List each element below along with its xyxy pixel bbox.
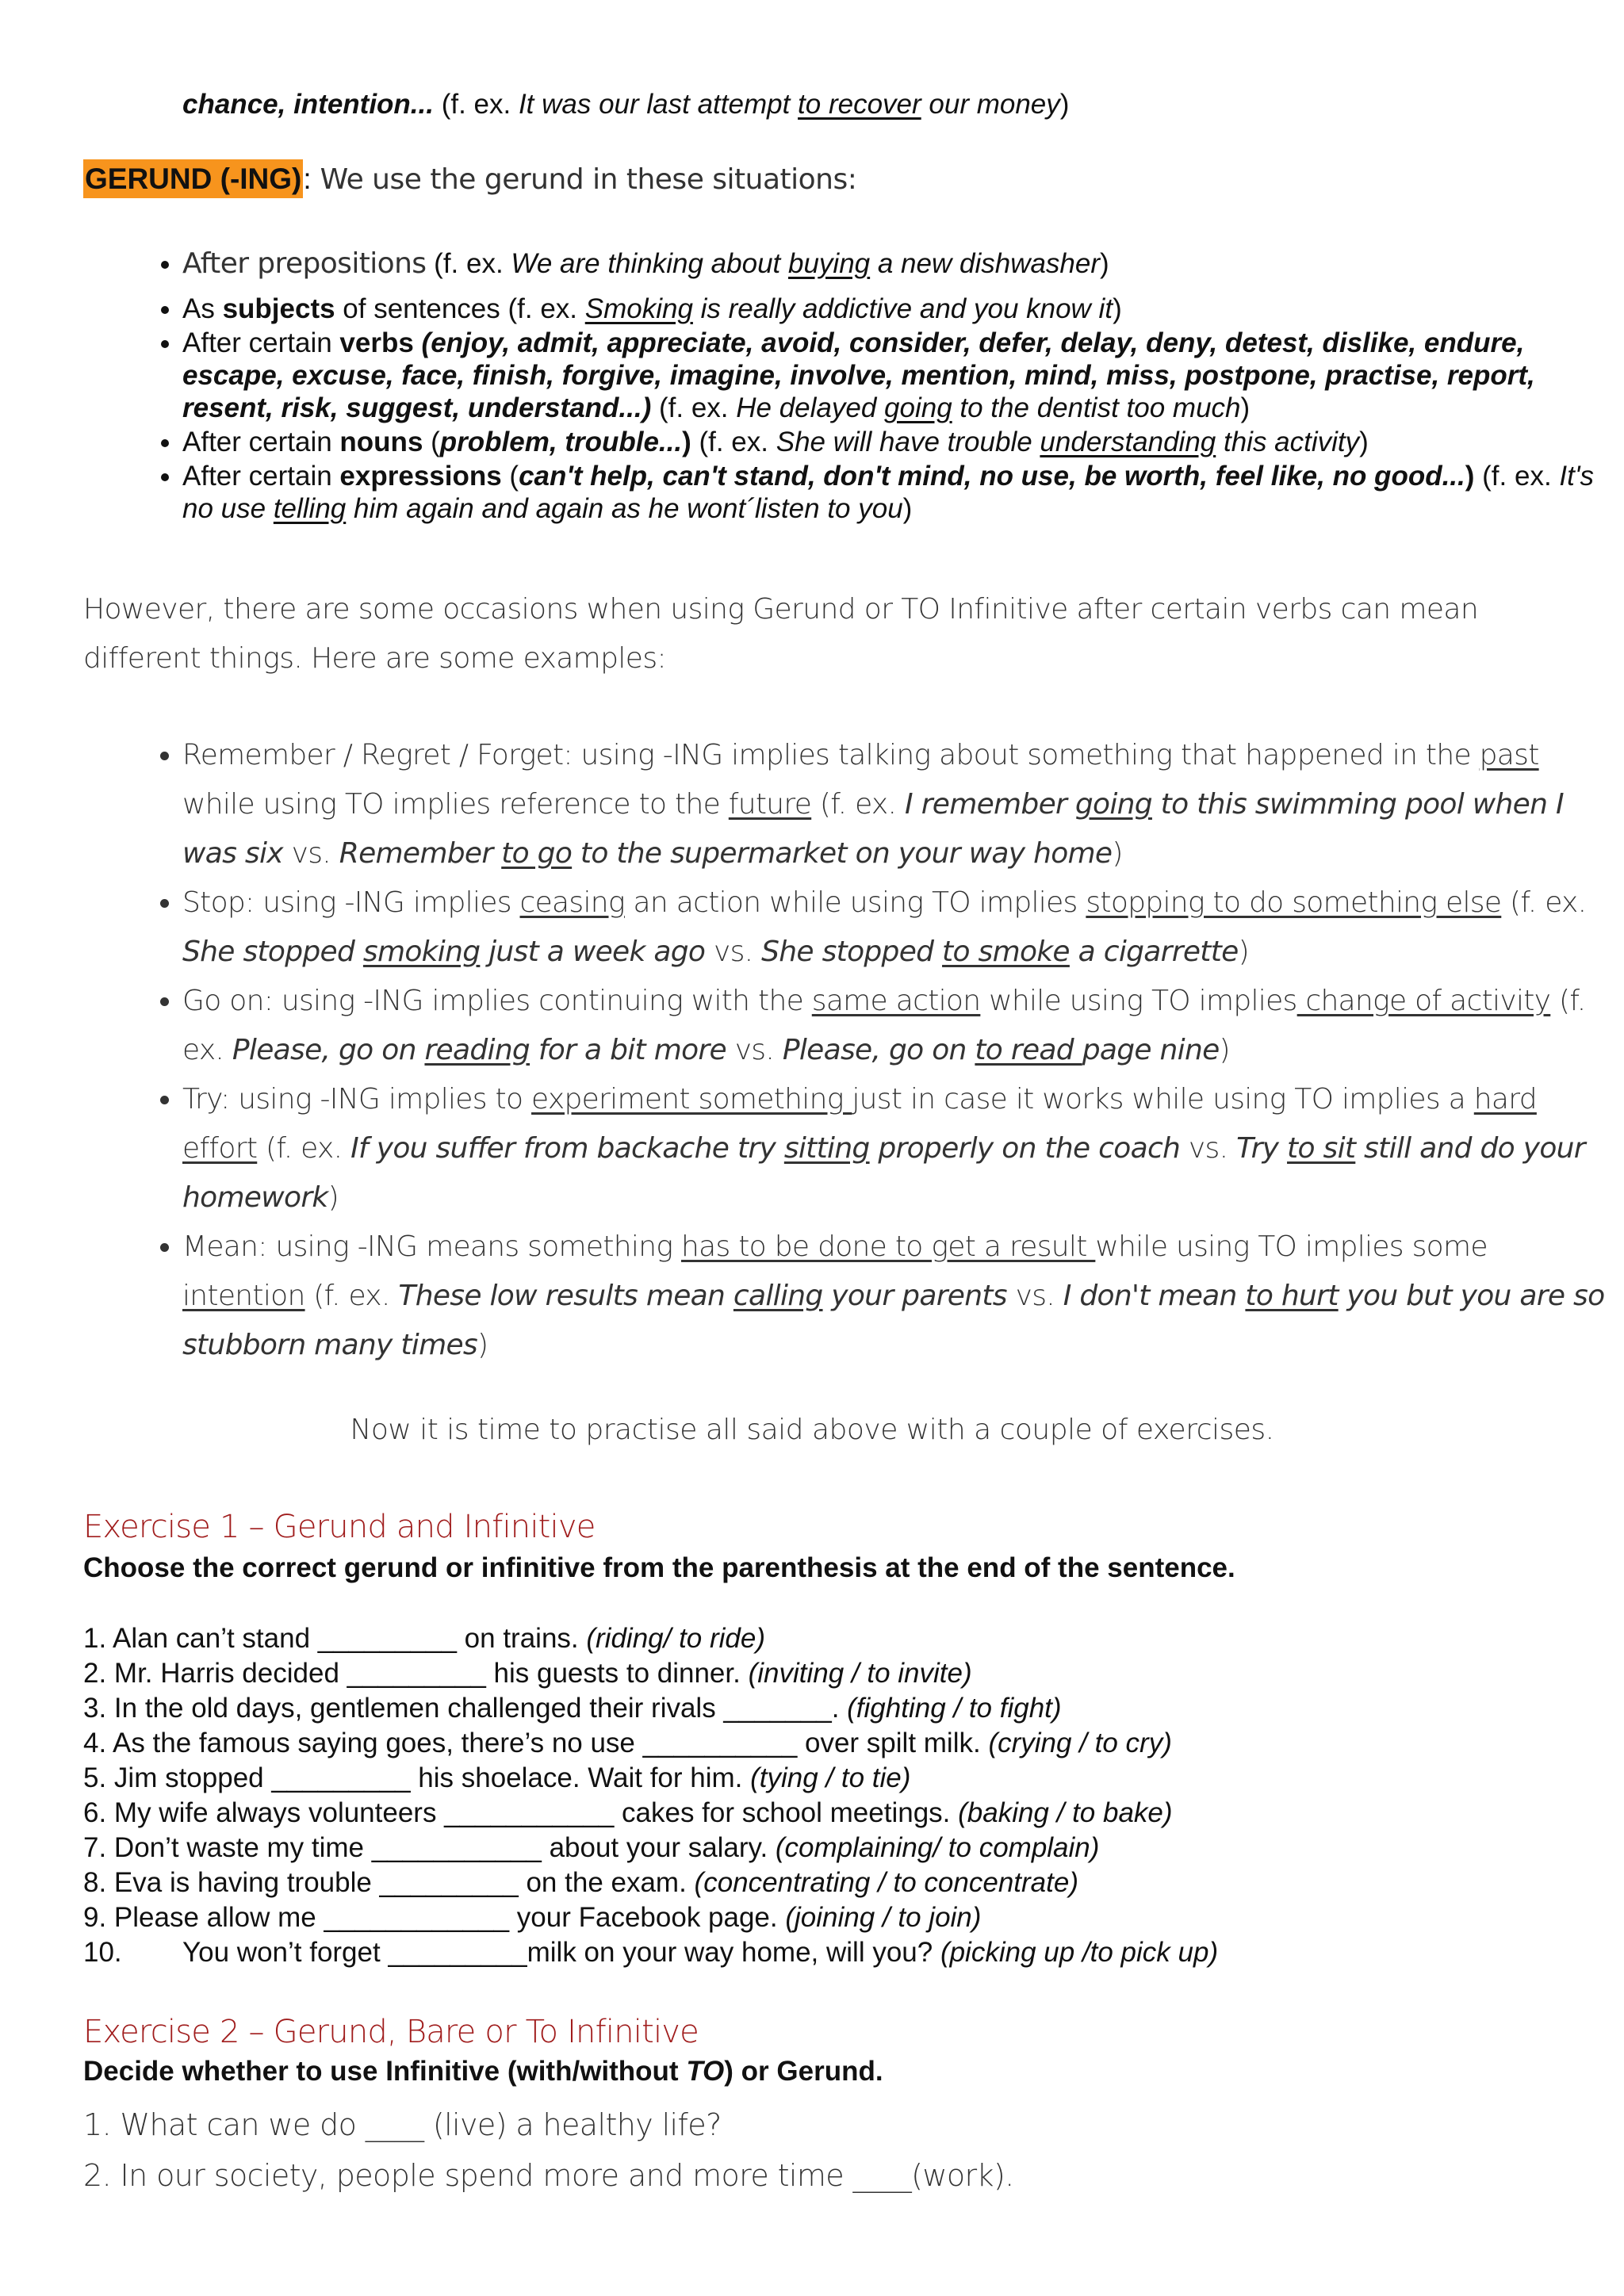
text: vs. [282,837,339,870]
exercise2-title: Exercise 2 – Gerund, Bare or To Infinitive [83,2014,699,2050]
item-number: 9. [83,1902,114,1933]
exercise-item [83,1935,1590,1970]
text: (f. ex. [426,248,511,279]
example-text: our money [921,89,1060,120]
text: ) [1240,392,1251,423]
underlined-example: to read [975,1034,1082,1066]
example-text: this activity [1216,427,1360,457]
underlined-example: to smoke [942,936,1070,968]
item-sentence: You won’t forget _________milk on your way home, will you? [182,1937,940,1968]
example-text: She stopped [761,936,943,968]
intro-paragraph: However, there are some occasions when using Gerund or TO Infinitive after certain verbs can mean different things. Here are some examples: [83,593,1479,675]
bold-italic-list: problem, trouble... [439,427,683,457]
example-text: He delayed [736,392,885,423]
text: ) [1112,837,1123,870]
underlined-example: reading [424,1034,530,1066]
bold-term: verbs [339,327,414,358]
item-hint: (tying / to tie) [750,1762,911,1793]
list-item [182,977,1618,1075]
example-text: I don't mean [1063,1280,1246,1312]
exercise-item [83,1621,1590,1656]
underlined-example: to hurt [1245,1280,1339,1312]
bold-italic-list: chance, intention... [182,89,434,120]
example-text: Please, go on [232,1034,425,1066]
underlined-example: sitting [783,1132,870,1165]
text: (f. ex. [691,427,776,457]
example-text: She stopped [182,936,363,968]
example-text: Please, go on [782,1034,975,1066]
example-text: She will have trouble [776,427,1040,457]
example-text: If you suffer from backache try [350,1132,784,1165]
example-text: to the supermarket on your way home [572,837,1113,870]
text: ) [1113,293,1122,324]
example-text: you but you are so stubborn many times [182,1280,1605,1361]
text: (f. ex. [257,1132,351,1165]
text: while using TO implies [980,985,1297,1017]
text: (f. ex. [182,985,1586,1066]
underlined-example: buying [788,248,871,279]
item-number: 1. [83,1623,113,1654]
example-text: I remember [905,788,1075,821]
text: ) [327,1181,339,1214]
underlined-text: ceasing [519,886,625,919]
list-item [182,731,1618,878]
item-sentence: Please allow me ____________ your Facebook page. [113,1902,786,1933]
exercise1-instruction: Choose the correct gerund or infinitive from the parenthesis at the end of the sentence. [83,1552,1235,1583]
text: while using TO implies reference to the [182,788,729,821]
text: ) [1359,427,1369,457]
bold-italic-list: (enjoy, admit, appreciate, avoid, consider, defer, delay, deny, detest, dislike, endure, escape, excuse, face, finish, forgive, imagine, involve, mention, mind, miss, postpone, practise, report, resent, risk, suggest, understand...) [182,327,1535,423]
exercise-item [83,1796,1590,1831]
list-item [182,1075,1618,1223]
item-hint: (fighting / to fight) [847,1693,1062,1724]
text: Go on: using -ING implies continuing with the [182,985,812,1017]
bold-italic-list: can't help, can't stand, don't mind, no use, be worth, feel like, no good... [519,461,1465,492]
highlighted-label: GERUND (-ING) [83,159,303,198]
example-text: just a week ago [480,936,706,968]
exercise-item [83,1900,1590,1935]
item-hint: (inviting / to invite) [748,1658,972,1689]
item-sentence: My wife always volunteers ___________ cakes for school meetings. [113,1797,959,1828]
item-sentence: Jim stopped _________ his shoelace. Wait for him. [113,1762,751,1793]
underlined-example: Smoking [584,293,693,324]
item-hint: (baking / to bake) [958,1797,1173,1828]
underlined-text: experiment something [531,1083,852,1115]
list-item [182,426,1610,458]
item-hint: (concentrating / to concentrate) [694,1867,1078,1898]
example-text: him again and again as he wont´listen to you [346,493,903,524]
list-item [182,460,1610,525]
example-text: It was our last attempt [518,89,799,120]
exercise-item [83,1691,1590,1726]
item-sentence: Alan can’t stand _________ on trains. [112,1623,587,1654]
text: vs. [705,936,762,968]
continuation-line [182,89,1069,121]
list-item [182,878,1618,977]
text: (f. ex. [304,1280,399,1312]
item-number: 7. [83,1832,114,1863]
underlined-example: calling [733,1280,823,1312]
exercise-item [83,1656,1590,1691]
text: (f. ex. [433,89,519,120]
underlined-text: intention [182,1280,305,1312]
example-text: for a bit more [530,1034,726,1066]
text: Remember / Regret / Forget: using -ING implies talking about something that happened in the [182,739,1480,771]
underlined-example: to sit [1287,1132,1356,1165]
list-item [182,327,1610,424]
underlined-example: to recover [798,89,921,120]
example-text: to this swimming pool when I was six [182,788,1564,870]
underlined-text: past [1479,739,1539,771]
exercise-item: 2. In our society, people spend more and more time ____(work). [83,2158,1014,2193]
underlined-example: telling [273,493,347,524]
text: ) [477,1329,488,1361]
text: ) or Gerund. [724,2056,883,2087]
item-hint: (riding/ to ride) [586,1623,766,1654]
text: vs. [1180,1132,1237,1165]
text: (f. ex. [651,392,737,423]
exercise-item [83,1866,1590,1900]
item-sentence: Don’t waste my time ___________ about your salary. [113,1832,776,1863]
exercise-item [83,1726,1590,1761]
text: ) [1465,461,1475,492]
item-hint: (picking up /to pick up) [940,1937,1219,1968]
underlined-text: same action [811,985,981,1017]
gerund-usage-list [139,247,1610,526]
text: ( [501,461,519,492]
underlined-text: has to be done to get a result [680,1230,1096,1263]
underlined-example: understanding [1040,427,1216,457]
example-text: It's no use [182,461,1595,524]
text: After prepositions [182,247,427,280]
list-item [182,1223,1618,1370]
item-hint: (complaining/ to complain) [775,1832,1100,1863]
item-hint: (joining / to join) [785,1902,982,1933]
exercise-item [83,1761,1590,1796]
text: After certain [182,461,340,492]
item-number: 3. [83,1693,114,1724]
text: ) [902,493,913,524]
list-item [182,247,1610,280]
text: while using TO implies some [1095,1230,1488,1263]
example-text: properly on the coach [869,1132,1181,1165]
underlined-example: going [884,392,952,423]
item-sentence: Mr. Harris decided _________ his guests to dinner. [113,1658,749,1689]
text: Try: using -ING implies to [182,1083,532,1115]
gerund-heading [83,163,856,197]
item-hint: (crying / to cry) [988,1728,1172,1758]
item-number: 5. [83,1762,114,1793]
text: an action while using TO implies [624,886,1086,919]
underlined-text: future [728,788,812,821]
example-text: We are thinking about [511,248,788,279]
example-text: Remember [339,837,502,870]
exercise1-list [83,1621,1590,1970]
meaning-change-list [139,731,1618,1370]
exercise-item: 1. What can we do ____ (live) a healthy life? [83,2107,722,2142]
example-text: to the dentist too much [952,392,1241,423]
example-text: Try [1236,1132,1288,1165]
exercise2-list [83,2099,1014,2201]
list-item [182,293,1610,325]
text: vs. [1006,1280,1063,1312]
text: Decide whether to use Infinitive (with/without [83,2056,687,2087]
item-number: 4. [83,1728,113,1758]
example-text: page nine [1082,1034,1220,1066]
text: As [182,293,223,324]
practice-line: Now it is time to practise all said above with a couple of exercises. [350,1414,1274,1446]
colon: : [303,163,312,195]
item-number: 2. [83,1658,114,1689]
text: vs. [726,1034,783,1066]
text: ) [1238,936,1249,968]
text: Mean: using -ING means something [182,1230,681,1263]
example-text: is really addictive and you know it [692,293,1113,324]
item-number: 10. [83,1937,122,1968]
underlined-text: hard effort [182,1083,1537,1165]
text: ( [423,427,440,457]
bold-term: nouns [339,427,423,457]
item-sentence: In the old days, gentlemen challenged their rivals _______. [113,1693,848,1724]
text: After certain [182,327,340,358]
text: (f. ex. [1474,461,1560,492]
underlined-text: change of activity [1297,985,1551,1017]
example-text: your parents [822,1280,1007,1312]
underlined-example: smoking [362,936,481,968]
italic-text: TO [686,2056,725,2087]
example-text: These low results mean [398,1280,733,1312]
example-text: a cigarrette [1069,936,1239,968]
bold-term: subjects [222,293,335,324]
text: ) [682,427,691,457]
underlined-text: stopping to do something else [1086,886,1502,919]
exercise-item [83,1831,1590,1866]
text: just in case it works while using TO implies a [852,1083,1474,1115]
text: (f. ex. [1501,886,1587,919]
text: ) [1100,248,1109,279]
exercise1-title: Exercise 1 – Gerund and Infinitive [83,1509,596,1545]
text: of sentences (f. ex. [335,293,585,324]
bold-term: expressions [339,461,502,492]
text: ) [1219,1034,1230,1066]
text: Stop: using -ING implies [182,886,520,919]
heading-intro: We use the gerund in these situations: [311,163,857,196]
text: (f. ex. [811,788,906,821]
text: After certain [182,427,340,457]
exercise2-instruction [83,2056,883,2087]
underlined-example: going [1074,788,1152,821]
example-text: a new dishwasher [870,248,1101,279]
item-number: 6. [83,1797,114,1828]
item-number: 8. [83,1867,114,1898]
item-sentence: Eva is having trouble _________ on the exam. [113,1867,695,1898]
example-text: still and do your homework [182,1132,1585,1214]
text: ) [1059,89,1070,120]
item-sentence: As the famous saying goes, there’s no use __________ over spilt milk. [112,1728,989,1758]
underlined-example: to go [501,837,573,870]
